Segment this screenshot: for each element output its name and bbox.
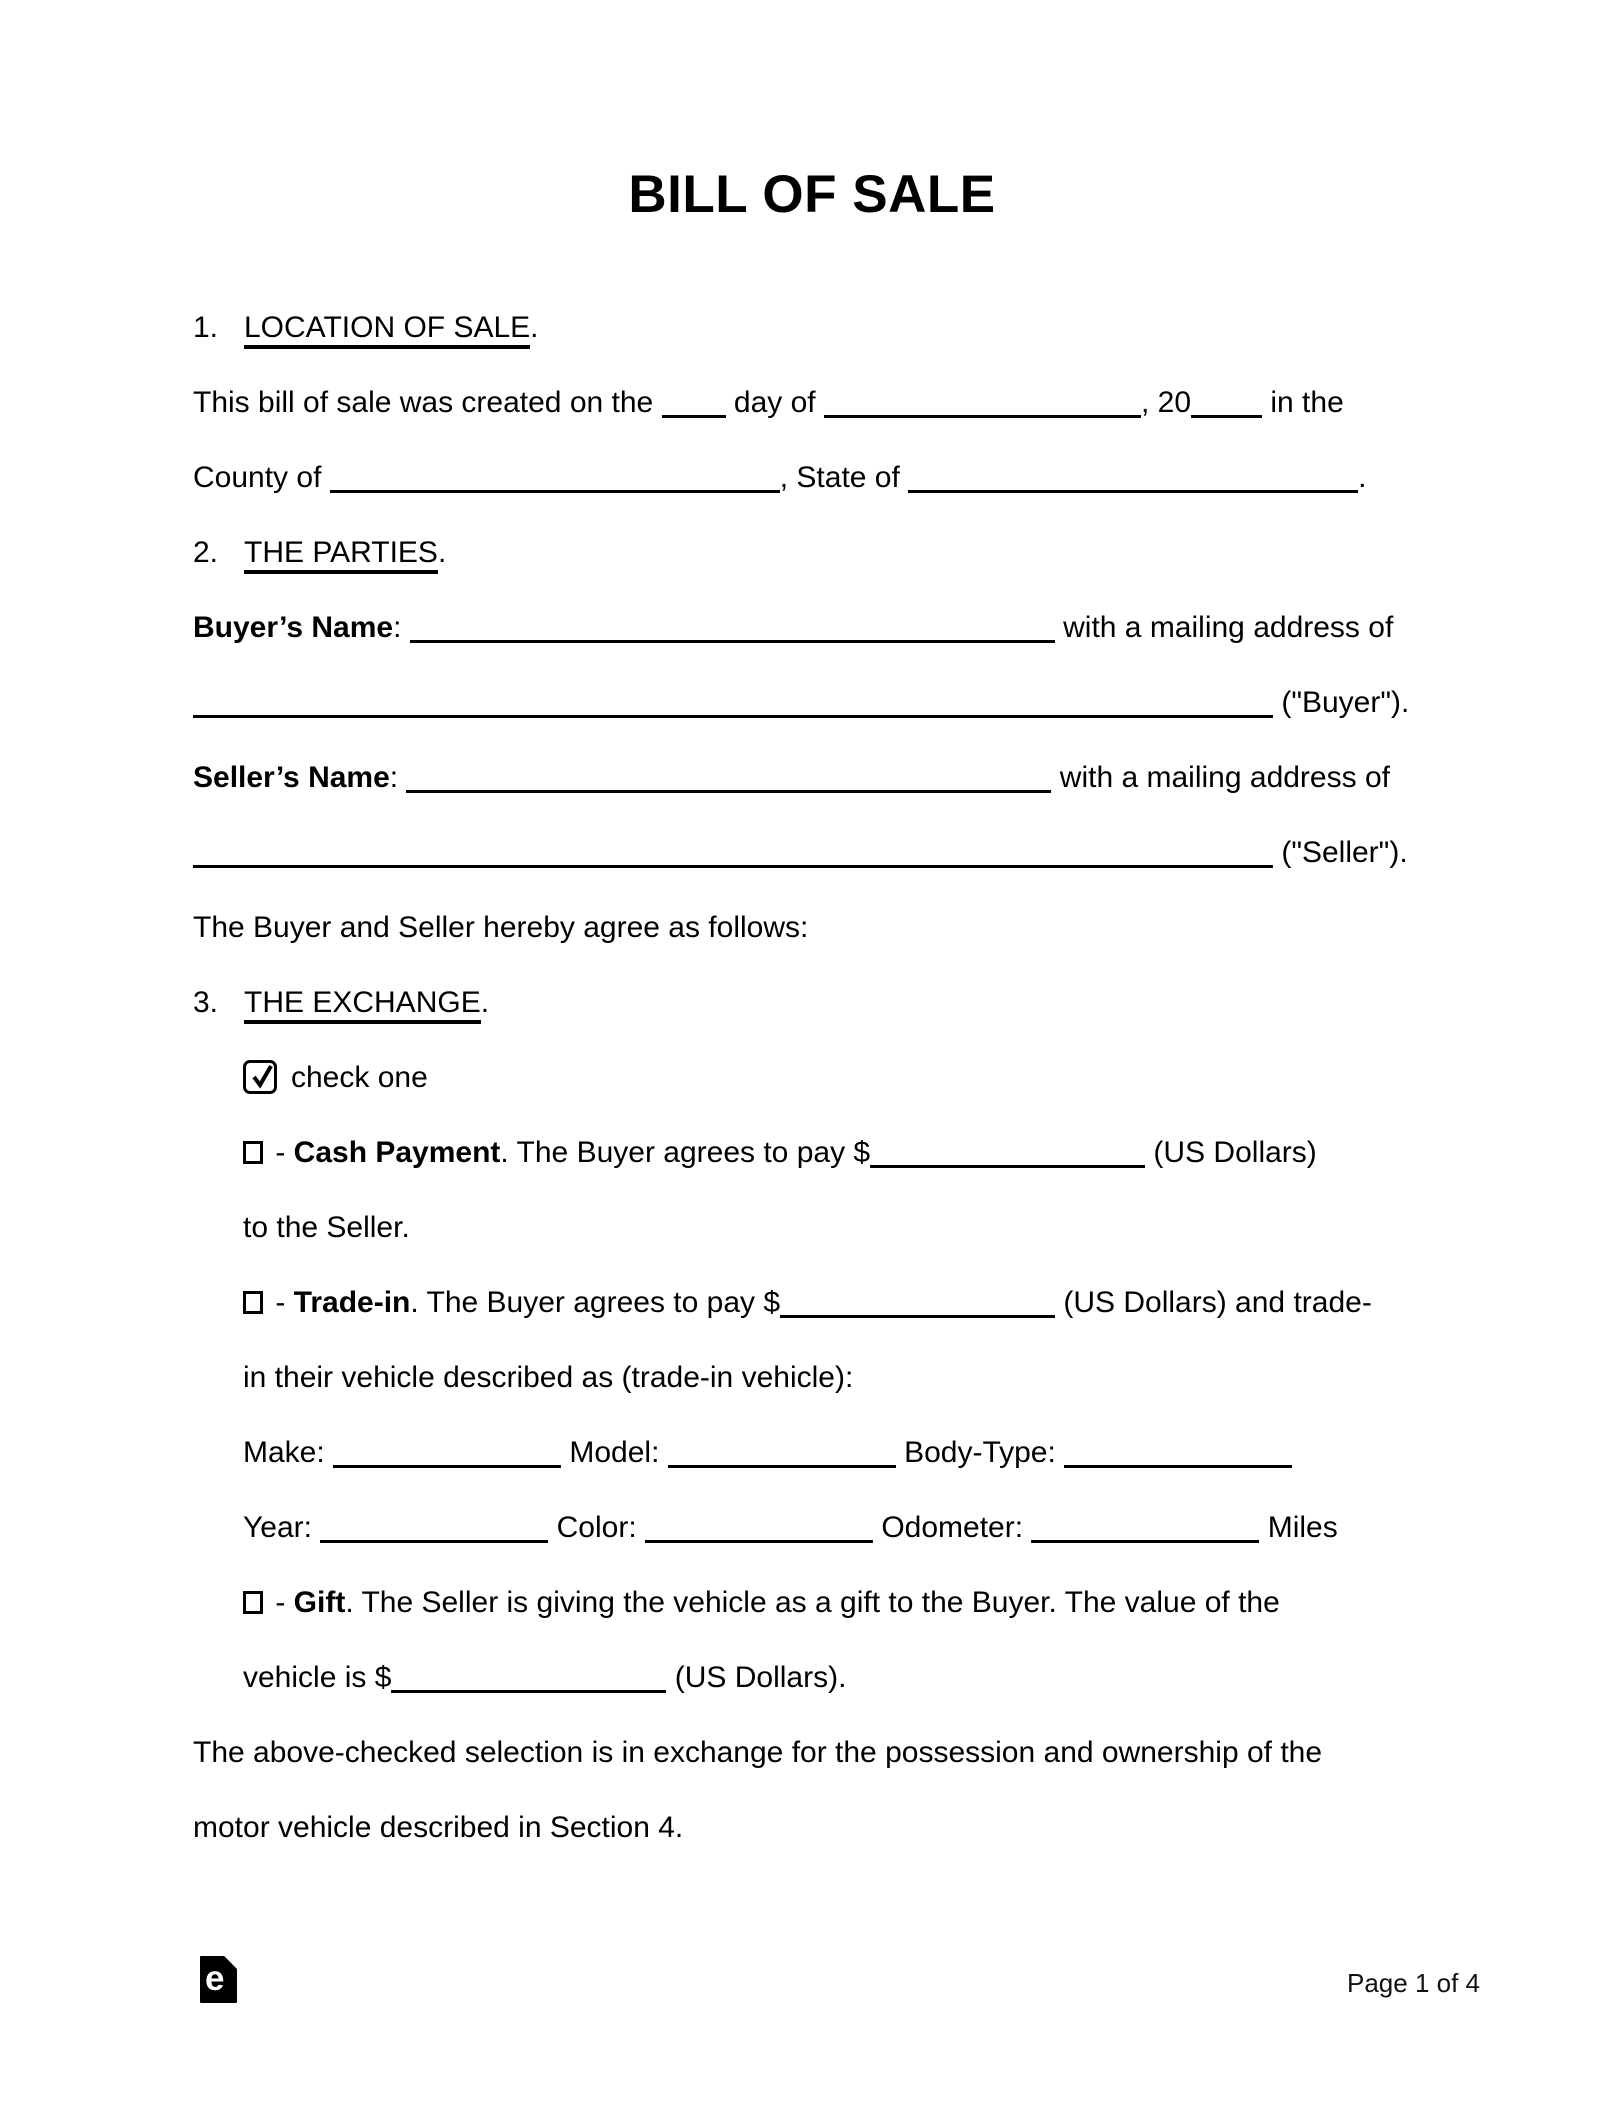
check-one-checkbox[interactable] [243, 1060, 277, 1094]
sale-date-line [193, 365, 1484, 440]
date-line-text-mid1: day of [725, 386, 824, 419]
page-indicator: Page 1 of 4 [1347, 1968, 1480, 1998]
gift-label: Gift [293, 1586, 346, 1619]
section-3-heading-period: . [480, 986, 490, 1019]
eforms-logo [200, 1956, 237, 2003]
color-label: Color: [548, 1511, 645, 1544]
seller-name-line [193, 740, 1484, 815]
color-blank-field[interactable] [645, 1536, 873, 1543]
trade-option-line2 [243, 1340, 1484, 1415]
odometer-label: Odometer: [873, 1511, 1032, 1544]
check-one-line [243, 1040, 1484, 1115]
section-3-number: 3. [193, 986, 219, 1019]
date-line-text-post: in the [1262, 386, 1344, 419]
year-blank-field2[interactable] [320, 1536, 548, 1543]
seller-name-colon: : [389, 761, 407, 794]
cash-option-line [243, 1115, 1484, 1190]
date-line-text-pre: This bill of sale was created on the [193, 386, 662, 419]
document-title: BILL OF SALE [628, 165, 996, 224]
trade-after-blank: (US Dollars) and trade- [1055, 1286, 1372, 1319]
cash-text-line2: to the Seller. [243, 1211, 410, 1244]
month-blank-field[interactable] [824, 411, 1141, 418]
cash-after-blank: (US Dollars) [1145, 1136, 1317, 1169]
place-line-text-mid: , State of [779, 461, 909, 494]
vehicle-fields-row2 [243, 1490, 1484, 1565]
seller-name-label: Seller’s Name [193, 761, 390, 794]
state-blank-field[interactable] [908, 486, 1358, 493]
body-type-label: Body-Type: [895, 1436, 1065, 1469]
gift-text-line2-after: (US Dollars). [666, 1661, 847, 1694]
make-blank-field[interactable] [333, 1461, 561, 1468]
year-label: Year: [243, 1511, 321, 1544]
gift-dash: - [267, 1586, 294, 1619]
section-2-number: 2. [193, 536, 219, 569]
place-line-text-pre: County of [193, 461, 330, 494]
buyer-address-line [193, 665, 1484, 740]
make-label: Make: [243, 1436, 334, 1469]
place-line-text-post: . [1358, 461, 1367, 494]
gift-option-line [243, 1565, 1484, 1640]
buyer-name-colon: : [393, 611, 410, 644]
agreement-line [193, 890, 1484, 965]
section-3-heading-text: THE EXCHANGE [244, 986, 481, 1024]
closing-line2 [193, 1790, 1484, 1865]
trade-amount-blank-field[interactable] [780, 1311, 1055, 1318]
sale-place-line [193, 440, 1484, 515]
agreement-text: The Buyer and Seller hereby agree as follows: [193, 911, 809, 944]
trade-dash: - [267, 1286, 294, 1319]
seller-tag: ("Seller"). [1273, 836, 1408, 869]
buyer-name-label: Buyer’s Name [193, 611, 394, 644]
cash-option-line2 [243, 1190, 1484, 1265]
gift-option-line2 [243, 1640, 1484, 1715]
seller-address-line [193, 815, 1484, 890]
gift-amount-blank-field[interactable] [391, 1686, 666, 1693]
closing-text2: motor vehicle described in Section 4. [193, 1811, 684, 1844]
trade-checkbox[interactable] [243, 1291, 263, 1314]
buyer-tag: ("Buyer"). [1273, 686, 1410, 719]
trade-option-line [243, 1265, 1484, 1340]
section-2-heading-text: THE PARTIES [244, 536, 438, 574]
check-one-label: check one [291, 1061, 428, 1094]
cash-text: . The Buyer agrees to pay $ [500, 1136, 871, 1169]
eforms-logo-letter: e [205, 1959, 225, 1998]
date-line-text-mid2: , 20 [1140, 386, 1192, 419]
cash-dash: - [267, 1136, 294, 1169]
closing-text1: The above-checked selection is in exchange for the possession and ownership of the [193, 1736, 1323, 1769]
gift-text-line2-pre: vehicle is $ [243, 1661, 392, 1694]
closing-line1 [193, 1715, 1484, 1790]
miles-label: Miles [1259, 1511, 1338, 1544]
model-blank-field[interactable] [668, 1461, 896, 1468]
section-1-number: 1. [193, 311, 219, 344]
county-blank-field[interactable] [330, 486, 780, 493]
seller-name-after: with a mailing address of [1051, 761, 1390, 794]
buyer-name-line [193, 590, 1484, 665]
odometer-blank-field[interactable] [1031, 1536, 1259, 1543]
document-body [193, 290, 1484, 1865]
buyer-name-blank-field[interactable] [410, 636, 1055, 643]
section-1-heading [193, 290, 1484, 365]
trade-text: . The Buyer agrees to pay $ [410, 1286, 781, 1319]
trade-text-line2: in their vehicle described as (trade-in vehicle): [243, 1361, 854, 1394]
cash-label: Cash Payment [293, 1136, 501, 1169]
gift-text: . The Seller is giving the vehicle as a gift to the Buyer. The value of the [345, 1586, 1280, 1619]
trade-label: Trade-in [293, 1286, 411, 1319]
section-1-heading-period: . [530, 311, 539, 344]
day-blank-field[interactable] [662, 411, 726, 418]
gift-checkbox[interactable] [243, 1591, 263, 1614]
body-type-blank-field[interactable] [1064, 1461, 1292, 1468]
section-3-heading [193, 965, 1484, 1040]
year-blank-field[interactable] [1191, 411, 1262, 418]
cash-amount-blank-field[interactable] [870, 1161, 1145, 1168]
seller-address-blank-field[interactable] [193, 861, 1273, 868]
section-1-heading-text: LOCATION OF SALE [244, 311, 530, 349]
vehicle-fields-row1 [243, 1415, 1484, 1490]
seller-name-blank-field[interactable] [406, 786, 1051, 793]
cash-checkbox[interactable] [243, 1141, 263, 1164]
section-2-heading-period: . [437, 536, 447, 569]
model-label: Model: [561, 1436, 668, 1469]
section-2-heading [193, 515, 1484, 590]
buyer-name-after: with a mailing address of [1054, 611, 1394, 644]
buyer-address-blank-field[interactable] [193, 711, 1273, 718]
